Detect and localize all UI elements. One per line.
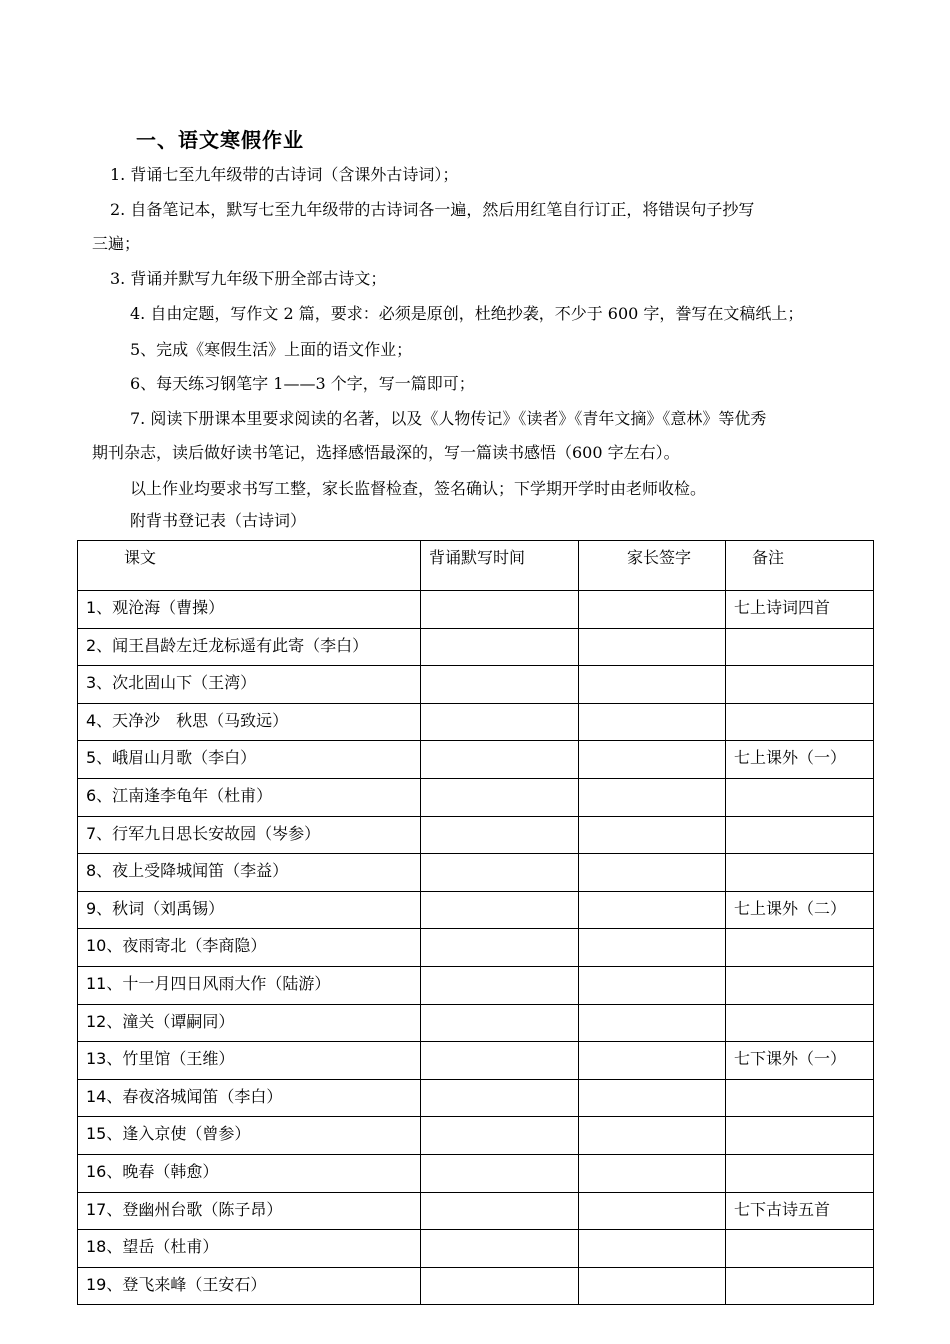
cell-time [421,703,579,741]
table-caption: 附背书登记表（古诗词） [130,511,307,530]
cell-title: 15、逢入京使（曾参） [78,1117,421,1155]
table-row [78,1192,874,1230]
homework-item-5: 5、完成《寒假生活》上面的语文作业； [130,340,413,359]
cell-note [726,778,874,816]
cell-time [421,741,579,779]
cell-signature [579,703,726,741]
cell-note [726,1117,874,1155]
cell-signature [579,1267,726,1305]
cell-signature [579,966,726,1004]
cell-title: 10、夜雨寄北（李商隐） [78,929,421,967]
cell-time [421,1079,579,1117]
cell-title: 19、登飞来峰（王安石） [78,1267,421,1305]
cell-time [421,1267,579,1305]
table-row [78,741,874,779]
cell-time [421,1042,579,1080]
table-row [78,1004,874,1042]
cell-note [726,1004,874,1042]
table-header-row [78,541,874,591]
cell-note: 七下课外（一） [726,1042,874,1080]
cell-note [726,1154,874,1192]
cell-title: 11、十一月四日风雨大作（陆游） [78,966,421,1004]
cell-signature [579,1079,726,1117]
cell-title: 6、江南逢李龟年（杜甫） [78,778,421,816]
cell-title: 4、天净沙 秋思（马致远） [78,703,421,741]
table-row [78,628,874,666]
cell-time [421,966,579,1004]
cell-title: 16、晚春（韩愈） [78,1154,421,1192]
cell-signature [579,591,726,629]
cell-title: 9、秋词（刘禹锡） [78,891,421,929]
table-row [78,703,874,741]
recitation-register-table [77,540,874,1305]
homework-item-7-cont: 期刊杂志，读后做好读书笔记，选择感悟最深的，写一篇读书感悟（600 字左右）。 [92,443,680,462]
homework-item-2-cont: 三遍； [92,234,141,253]
table-row [78,666,874,704]
table-row [78,966,874,1004]
cell-signature [579,778,726,816]
cell-time [421,628,579,666]
cell-note: 七上课外（一） [726,741,874,779]
cell-note: 七上课外（二） [726,891,874,929]
cell-signature [579,929,726,967]
header-note: 备注 [726,541,874,591]
cell-signature [579,1192,726,1230]
header-time: 背诵默写时间 [421,541,579,591]
cell-signature [579,741,726,779]
cell-time [421,816,579,854]
cell-title: 8、夜上受降城闻笛（李益） [78,854,421,892]
cell-signature [579,1004,726,1042]
cell-time [421,1154,579,1192]
cell-time [421,891,579,929]
cell-signature [579,891,726,929]
table-row [78,591,874,629]
cell-signature [579,1117,726,1155]
cell-signature [579,816,726,854]
cell-title: 7、行军九日思长安故园（岑参） [78,816,421,854]
cell-note [726,1079,874,1117]
cell-title: 2、闻王昌龄左迁龙标遥有此寄（李白） [78,628,421,666]
cell-title: 3、次北固山下（王湾） [78,666,421,704]
cell-title: 5、峨眉山月歌（李白） [78,741,421,779]
cell-note [726,666,874,704]
cell-title: 17、登幽州台歌（陈子昂） [78,1192,421,1230]
cell-note [726,929,874,967]
cell-time [421,778,579,816]
table-row [78,1079,874,1117]
table-row [78,1042,874,1080]
table-row [78,891,874,929]
cell-signature [579,1154,726,1192]
cell-time [421,929,579,967]
table-row [78,1267,874,1305]
homework-item-7: 7. 阅读下册课本里要求阅读的名著，以及《人物传记》《读者》《青年文摘》《意林》等优秀 [130,409,767,428]
cell-time [421,1004,579,1042]
cell-time [421,1192,579,1230]
header-title: 课文 [78,541,421,591]
table-row [78,1154,874,1192]
cell-note [726,1267,874,1305]
table-row [78,1117,874,1155]
cell-signature [579,1230,726,1268]
homework-item-2: 2. 自备笔记本，默写七至九年级带的古诗词各一遍，然后用红笔自行订正，将错误句子抄写 [110,200,755,219]
cell-note [726,1230,874,1268]
table-row [78,1230,874,1268]
cell-note [726,628,874,666]
cell-note [726,703,874,741]
homework-item-1: 1. 背诵七至九年级带的古诗词（含课外古诗词）； [110,165,459,184]
cell-time [421,1117,579,1155]
header-signature: 家长签字 [579,541,726,591]
cell-signature [579,854,726,892]
table-row [78,816,874,854]
cell-note: 七下古诗五首 [726,1192,874,1230]
table-row [78,778,874,816]
cell-signature [579,628,726,666]
cell-signature [579,666,726,704]
cell-time [421,666,579,704]
cell-title: 13、竹里馆（王维） [78,1042,421,1080]
cell-note [726,816,874,854]
cell-title: 1、观沧海（曹操） [78,591,421,629]
homework-item-3: 3. 背诵并默写九年级下册全部古诗文； [110,269,387,288]
cell-note [726,854,874,892]
section-heading: 一、语文寒假作业 [136,128,304,152]
cell-title: 14、春夜洛城闻笛（李白） [78,1079,421,1117]
homework-item-4: 4. 自由定题，写作文 2 篇，要求：必须是原创，杜绝抄袭，不少于 600 字，誊写在文稿纸上； [130,304,804,323]
homework-item-6: 6、每天练习钢笔字 1——3 个字，写一篇即可； [130,374,475,393]
table-row [78,929,874,967]
cell-time [421,854,579,892]
cell-title: 12、潼关（谭嗣同） [78,1004,421,1042]
cell-time [421,1230,579,1268]
cell-signature [579,1042,726,1080]
cell-title: 18、望岳（杜甫） [78,1230,421,1268]
cell-note: 七上诗词四首 [726,591,874,629]
table-row [78,854,874,892]
cell-time [421,591,579,629]
table-body [78,591,874,1305]
homework-note: 以上作业均要求书写工整，家长监督检查，签名确认；下学期开学时由老师收检。 [130,479,707,498]
cell-note [726,966,874,1004]
